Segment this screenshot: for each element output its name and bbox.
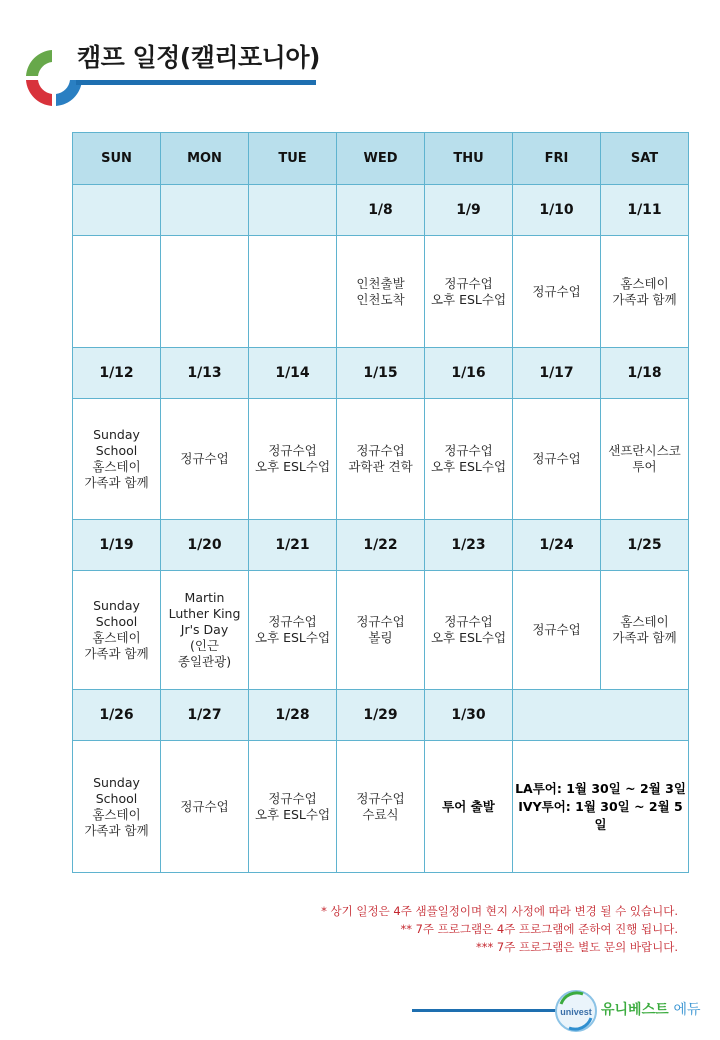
event-text: 정규수업 <box>180 798 229 814</box>
date-cell: 1/22 <box>337 520 425 571</box>
event-text: 샌프란시스코 투어 <box>608 443 681 474</box>
title-underline <box>76 80 316 85</box>
date-cell: 1/17 <box>513 348 601 399</box>
date-cell: 1/14 <box>249 348 337 399</box>
date-cell <box>161 185 249 236</box>
event-text: Martin Luther King Jr's Day (인근 종일관광) <box>168 590 241 669</box>
event-text: 정규수업 수료식 <box>356 790 405 822</box>
weekday-fri: FRI <box>513 133 601 185</box>
week2-dates-row <box>73 348 689 399</box>
event-cell <box>249 571 337 690</box>
event-cell <box>337 399 425 520</box>
date-cell: 1/18 <box>601 348 689 399</box>
event-text: 정규수업 <box>532 283 581 299</box>
event-cell <box>425 399 513 520</box>
brand-main: 유니베스트 <box>601 1002 669 1018</box>
weekday-mon: MON <box>161 133 249 185</box>
event-cell <box>513 399 601 520</box>
event-cell <box>161 236 249 348</box>
event-cell <box>73 399 161 520</box>
footer-rule <box>412 1009 564 1012</box>
date-cell: 1/8 <box>337 185 425 236</box>
footnote-1: * 상기 일정은 4주 샘플일정이며 현지 사정에 따라 변경 될 수 있습니다. <box>321 904 678 918</box>
week2-events-row <box>73 399 689 520</box>
weekday-wed: WED <box>337 133 425 185</box>
event-text: 정규수업 오후 ESL수업 <box>430 443 507 474</box>
date-cell: 1/11 <box>601 185 689 236</box>
week1-events-row <box>73 236 689 348</box>
date-cell: 1/15 <box>337 348 425 399</box>
event-text: 홈스테이 가족과 함께 <box>612 614 677 645</box>
event-cell <box>425 236 513 348</box>
event-cell <box>249 741 337 873</box>
event-cell <box>513 236 601 348</box>
weekday-sun: SUN <box>73 133 161 185</box>
event-cell <box>513 571 601 690</box>
date-cell: 1/13 <box>161 348 249 399</box>
tour-schedule-cell <box>513 741 689 873</box>
event-cell <box>601 399 689 520</box>
footnote-2: ** 7주 프로그램은 4주 프로그램에 준하여 진행 됩니다. <box>400 922 678 936</box>
date-cell: 1/28 <box>249 690 337 741</box>
event-text: 정규수업 오후 ESL수업 <box>254 790 331 822</box>
event-text: Sunday School 홈스테이 가족과 함께 <box>84 427 149 490</box>
date-cell: 1/10 <box>513 185 601 236</box>
event-text: 정규수업 볼링 <box>356 614 405 645</box>
event-text: 정규수업 오후 ESL수업 <box>430 275 507 307</box>
week3-dates-row <box>73 520 689 571</box>
date-cell: 1/16 <box>425 348 513 399</box>
date-cell <box>249 185 337 236</box>
event-cell <box>337 236 425 348</box>
event-text: 정규수업 오후 ESL수업 <box>254 614 331 645</box>
event-cell <box>425 741 513 873</box>
event-text: 정규수업 과학관 견학 <box>348 443 413 474</box>
date-cell: 1/12 <box>73 348 161 399</box>
event-cell <box>249 399 337 520</box>
date-cell: 1/25 <box>601 520 689 571</box>
date-cell: 1/23 <box>425 520 513 571</box>
event-text: 정규수업 <box>180 451 229 466</box>
event-text: 투어 출발 <box>442 798 495 814</box>
event-cell <box>601 236 689 348</box>
weekday-header-row <box>73 133 689 185</box>
event-cell <box>73 741 161 873</box>
footnote-3: *** 7주 프로그램은 별도 문의 바랍니다. <box>475 940 678 954</box>
week4-dates-row <box>73 690 689 741</box>
event-cell <box>73 571 161 690</box>
tour-schedule-text: LA투어: 1월 30일 ~ 2월 3일 IVY투어: 1월 30일 ~ 2월 5일 <box>515 780 686 832</box>
date-cell: 1/26 <box>73 690 161 741</box>
event-text: 정규수업 <box>532 451 581 466</box>
date-cell: 1/20 <box>161 520 249 571</box>
date-cell: 1/30 <box>425 690 513 741</box>
event-cell <box>337 571 425 690</box>
event-text: 인천출발 인천도착 <box>356 275 405 307</box>
weekday-tue: TUE <box>249 133 337 185</box>
brand-name <box>601 999 701 1019</box>
date-cell: 1/29 <box>337 690 425 741</box>
event-text: Sunday School 홈스테이 가족과 함께 <box>84 598 149 661</box>
event-cell <box>601 571 689 690</box>
event-cell <box>161 399 249 520</box>
page-title: 캠프 일정(캘리포니아) <box>77 43 320 72</box>
event-text: 정규수업 <box>532 622 581 637</box>
event-text: Sunday School 홈스테이 가족과 함께 <box>84 774 149 838</box>
event-cell <box>73 236 161 348</box>
logo-text: univest <box>560 1007 592 1017</box>
week1-dates-row <box>73 185 689 236</box>
weekday-thu: THU <box>425 133 513 185</box>
event-text: 정규수업 오후 ESL수업 <box>254 443 331 474</box>
event-cell <box>249 236 337 348</box>
event-cell <box>161 571 249 690</box>
event-text: 홈스테이 가족과 함께 <box>612 275 677 307</box>
brand-sub: 에듀 <box>673 1002 701 1018</box>
weekday-sat: SAT <box>601 133 689 185</box>
date-cell: 1/9 <box>425 185 513 236</box>
date-cell: 1/24 <box>513 520 601 571</box>
week4-events-row <box>73 741 689 873</box>
schedule-calendar <box>72 132 689 873</box>
event-cell <box>337 741 425 873</box>
date-cell: 1/21 <box>249 520 337 571</box>
event-text: 정규수업 오후 ESL수업 <box>430 614 507 645</box>
date-cell-merged <box>513 690 689 741</box>
week3-events-row <box>73 571 689 690</box>
univest-logo-icon <box>553 988 599 1034</box>
date-cell <box>73 185 161 236</box>
date-cell: 1/27 <box>161 690 249 741</box>
event-cell <box>425 571 513 690</box>
event-cell <box>161 741 249 873</box>
date-cell: 1/19 <box>73 520 161 571</box>
footnotes <box>321 902 678 956</box>
